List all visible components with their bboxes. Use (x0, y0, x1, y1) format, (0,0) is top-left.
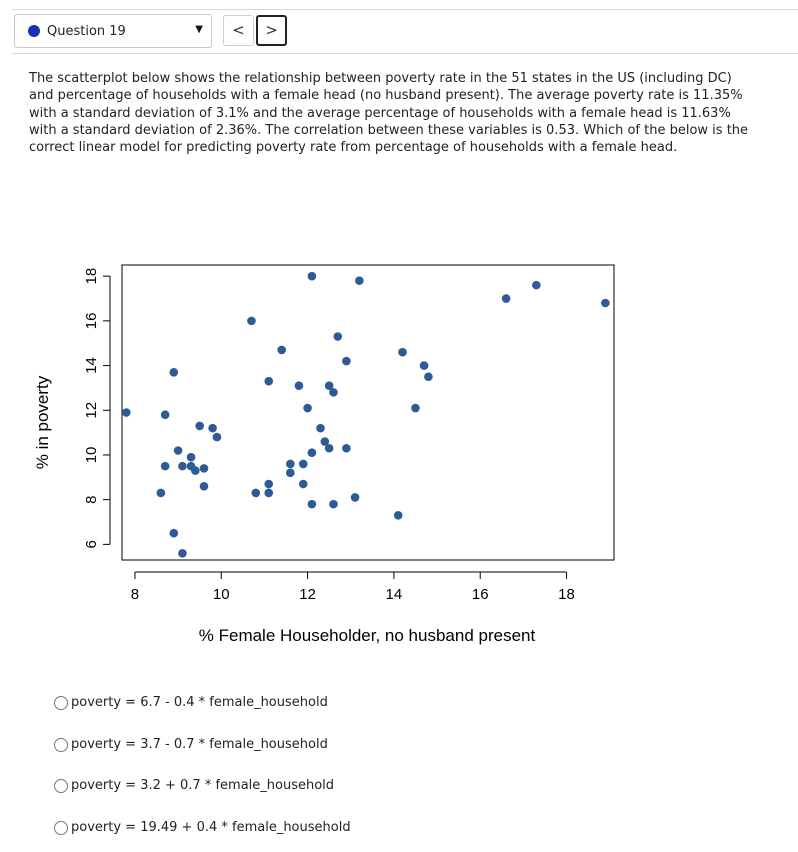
data-point (351, 493, 360, 502)
data-point (195, 422, 204, 431)
data-point (329, 500, 338, 509)
question-prompt: The scatterplot below shows the relationship between poverty rate in the 51 states in the US (including DC) and percentage of households with a female head (no husband present). The average poverty rate is 11.35% with a standard deviation of 3.1% and the average percentage of households with a female head is 11.63% with a standard deviation of 2.36%. The correlation between these variables is 0.53. Which of the below is the correct linear model for predicting poverty rate from percentage of households with a female head. (29, 71, 749, 156)
data-point (122, 408, 131, 417)
data-point (299, 480, 308, 489)
data-point (355, 276, 364, 285)
radio-button[interactable] (54, 779, 68, 793)
data-point (299, 460, 308, 469)
x-tick-label: 10 (212, 586, 230, 603)
radio-button[interactable] (54, 821, 68, 835)
data-point (178, 549, 187, 558)
top-divider (12, 9, 798, 10)
y-tick-label: 12 (83, 401, 100, 419)
data-point (264, 480, 273, 489)
x-axis-title: % Female Householder, no husband present (198, 626, 536, 645)
question-select-label: Question 19 (47, 24, 126, 39)
data-point (325, 444, 334, 453)
answer-choice-label: poverty = 3.7 - 0.7 * female_household (71, 737, 328, 752)
x-tick-label: 18 (558, 586, 575, 603)
data-point (213, 433, 222, 442)
y-tick-label: 6 (83, 540, 100, 549)
data-point (169, 368, 178, 377)
previous-question-button[interactable]: < (223, 15, 254, 46)
y-tick-label: 18 (83, 267, 100, 285)
question-select[interactable] (14, 14, 212, 48)
answer-choice-label: poverty = 3.2 + 0.7 * female_household (71, 778, 335, 793)
data-point (316, 424, 325, 433)
data-point (174, 446, 183, 455)
data-point (342, 357, 351, 366)
data-point (277, 346, 286, 355)
y-tick-label: 14 (83, 357, 100, 374)
radio-button[interactable] (54, 738, 68, 752)
data-point (601, 299, 610, 308)
data-point (502, 294, 511, 303)
answer-choice-label: poverty = 19.49 + 0.4 * female_household (71, 820, 351, 835)
data-point (329, 388, 338, 397)
data-point (303, 404, 312, 413)
data-point (161, 410, 170, 419)
data-point (424, 372, 433, 381)
dropdown-caret-icon: ▼ (195, 24, 203, 35)
data-point (208, 424, 217, 433)
data-point (200, 482, 209, 491)
data-point (532, 281, 541, 290)
data-point (169, 529, 178, 538)
next-question-button[interactable]: > (256, 15, 287, 46)
data-point (308, 500, 317, 509)
data-point (308, 448, 317, 457)
scatterplot (0, 240, 798, 660)
data-point (247, 317, 256, 326)
y-tick-label: 10 (83, 446, 100, 464)
answer-choice-label: poverty = 6.7 - 0.4 * female_household (71, 695, 328, 710)
data-point (178, 462, 187, 471)
x-tick-label: 14 (385, 586, 403, 603)
header-divider (12, 53, 798, 54)
x-tick-label: 16 (471, 586, 489, 603)
data-point (157, 489, 166, 498)
data-point (308, 272, 317, 281)
data-point (264, 377, 273, 386)
data-point (333, 332, 342, 341)
data-point (411, 404, 420, 413)
x-tick-label: 12 (299, 586, 316, 603)
data-point (191, 466, 200, 475)
y-tick-label: 16 (83, 312, 100, 330)
data-point (394, 511, 403, 520)
question-status-dot (28, 25, 40, 37)
plot-frame (122, 265, 614, 560)
x-tick-label: 8 (130, 586, 140, 603)
data-point (295, 381, 304, 390)
data-point (264, 489, 273, 498)
data-point (420, 361, 429, 370)
data-point (200, 464, 209, 473)
data-point (398, 348, 407, 357)
radio-button[interactable] (54, 696, 68, 710)
data-point (187, 453, 196, 462)
data-point (251, 489, 260, 498)
y-axis-title: % in poverty (33, 375, 52, 470)
data-point (286, 460, 295, 469)
data-point (286, 469, 295, 478)
y-tick-label: 8 (83, 495, 100, 504)
data-point (161, 462, 170, 471)
data-point (342, 444, 351, 453)
